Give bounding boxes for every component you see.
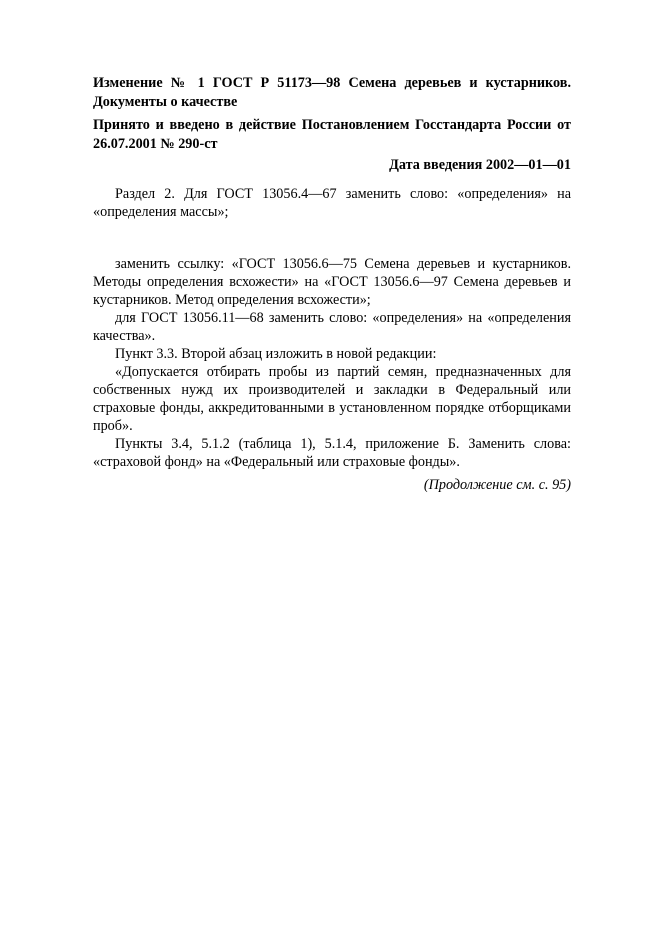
document-title: Изменение № 1 ГОСТ Р 51173—98 Семена деревьев и кустарников. Документы о качестве [93,75,571,110]
paragraph-new-wording: «Допускается отбирать пробы из партий семян, предназначенных для собственных нужд их производителей и закладки в Федеральный или страховые фонды, аккредитованными в установленном порядке отборщиками проб». [93,364,571,434]
document-page [93,74,571,494]
paragraph-clause-3-3: Пункт 3.3. Второй абзац изложить в новой редакции: [115,346,437,362]
paragraph-clauses-3-4: Пункты 3.4, 5.1.2 (таблица 1), 5.1.4, приложение Б. Заменить слова: «страховой фонд» на «Федеральный или страховые фонды». [93,436,571,470]
continuation-note: (Продолжение см. с. 95) [423,477,571,493]
effective-date: Дата введения 2002—01—01 [389,157,571,173]
adoption-statement: Принято и введено в действие Постановлением Госстандарта России от 26.07.2001 № 290-ст [93,117,571,152]
paragraph-gost-13056-11: для ГОСТ 13056.11—68 заменить слово: «определения» на «определения качества». [93,310,571,344]
paragraph-section-2: Раздел 2. Для ГОСТ 13056.4—67 заменить слово: «определения» на «определения массы»; [93,186,571,220]
paragraph-replace-reference: заменить ссылку: «ГОСТ 13056.6—75 Семена деревьев и кустарников. Методы определения всхожести» на «ГОСТ 13056.6—97 Семена деревьев и кустарников. Метод определения всхожести»; [93,256,571,308]
